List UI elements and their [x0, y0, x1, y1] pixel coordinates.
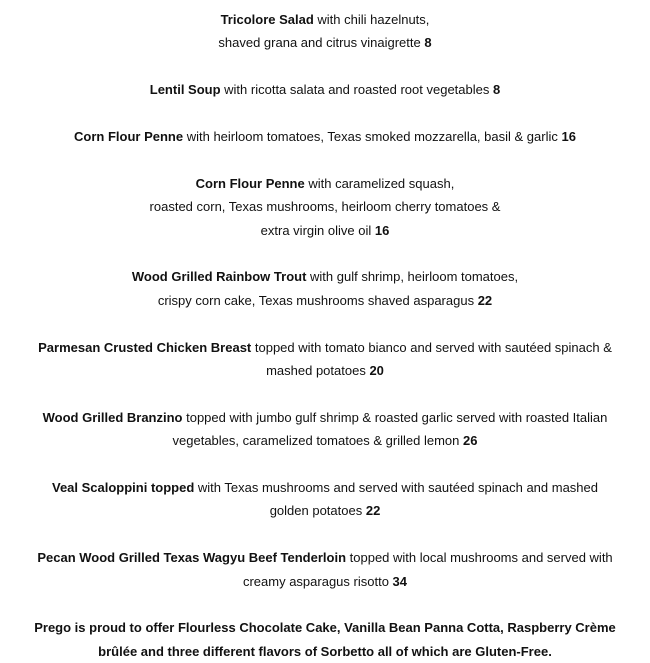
- menu-item-line: [0, 195, 650, 218]
- menu-item: [0, 78, 650, 101]
- menu-item-line: [0, 289, 650, 312]
- dish-description: with chili hazelnuts,: [313, 12, 430, 27]
- dish-name: Wood Grilled Rainbow Trout: [131, 269, 307, 285]
- menu-item: [0, 546, 650, 593]
- dish-description: mashed potatoes: [266, 363, 366, 379]
- menu-item-line: [0, 125, 650, 148]
- dish-price: 26: [463, 433, 478, 449]
- dish-description: with heirloom tomatoes, Texas smoked mozzarella, basil & garlic: [183, 129, 558, 144]
- dish-description: with ricotta salata and roasted root vegetables: [220, 82, 490, 98]
- dish-description: creamy asparagus risotto: [242, 573, 389, 589]
- menu-item-line: [0, 429, 650, 452]
- menu-item-line: [0, 499, 650, 522]
- dish-description: extra virgin olive oil: [260, 222, 372, 238]
- dish-description: shaved grana and citrus vinaigrette: [218, 35, 421, 51]
- menu-item-line: [0, 8, 650, 31]
- menu-item: [0, 265, 650, 312]
- dish-description: crispy corn cake, Texas mushrooms shaved asparagus: [157, 292, 475, 308]
- menu-item: [0, 125, 650, 148]
- menu-item: [0, 8, 650, 55]
- dish-name: Pecan Wood Grilled Texas Wagyu Beef Tenderloin: [37, 550, 347, 566]
- dish-description: with Texas mushrooms and served with sautéed spinach and mashed: [194, 480, 599, 496]
- menu-item-line: [0, 265, 650, 288]
- dish-name: Corn Flour Penne: [195, 175, 305, 191]
- menu-item: [0, 476, 650, 523]
- dish-name: Parmesan Crusted Chicken Breast: [38, 339, 252, 355]
- dish-price: 8: [424, 35, 432, 51]
- dish-description: topped with local mushrooms and served with: [346, 550, 613, 566]
- dish-name: Wood Grilled Branzino: [42, 409, 183, 425]
- dish-description: roasted corn, Texas mushrooms, heirloom cherry tomatoes &: [149, 199, 501, 215]
- dish-description: topped with tomato bianco and served with sautéed spinach &: [251, 339, 612, 355]
- menu-item: [0, 406, 650, 453]
- menu-item-line: [0, 172, 650, 195]
- menu-item-line: [0, 219, 650, 242]
- dish-price: 22: [477, 292, 493, 308]
- dish-description: golden potatoes: [269, 503, 363, 519]
- footer-line: brûlée and three different flavors of Sorbetto all of which are Gluten-Free.: [98, 643, 552, 659]
- dish-description: topped with jumbo gulf shrimp & roasted garlic served with roasted Italian: [182, 409, 608, 425]
- gluten-free-desserts-note: [0, 616, 650, 663]
- dish-price: 16: [374, 222, 390, 238]
- menu-item: [0, 172, 650, 242]
- menu-item-line: [0, 570, 650, 593]
- dish-price: 16: [561, 129, 576, 144]
- dish-name: Lentil Soup: [149, 82, 221, 98]
- menu-item-line: [0, 336, 650, 359]
- menu-item: [0, 336, 650, 383]
- dish-description: with gulf shrimp, heirloom tomatoes,: [306, 269, 519, 285]
- menu-item-line: [0, 359, 650, 382]
- dish-price: 22: [365, 503, 381, 519]
- dish-name: Veal Scaloppini topped: [51, 480, 195, 496]
- dish-name: Corn Flour Penne: [74, 129, 184, 144]
- footer-line: Prego is proud to offer Flourless Chocolate Cake, Vanilla Bean Panna Cotta, Raspberry Crème: [34, 620, 616, 636]
- dish-price: 8: [493, 82, 501, 98]
- dish-description: with caramelized squash,: [304, 175, 455, 191]
- dish-price: 20: [369, 363, 384, 379]
- menu-item-line: [0, 546, 650, 569]
- menu-item-line: [0, 476, 650, 499]
- menu-item-line: [0, 78, 650, 101]
- dish-name: Tricolore Salad: [220, 12, 314, 27]
- menu-item-line: [0, 406, 650, 429]
- dish-price: 34: [392, 573, 408, 589]
- menu-item-line: [0, 31, 650, 54]
- dish-description: vegetables, caramelized tomatoes & grilled lemon: [172, 433, 460, 449]
